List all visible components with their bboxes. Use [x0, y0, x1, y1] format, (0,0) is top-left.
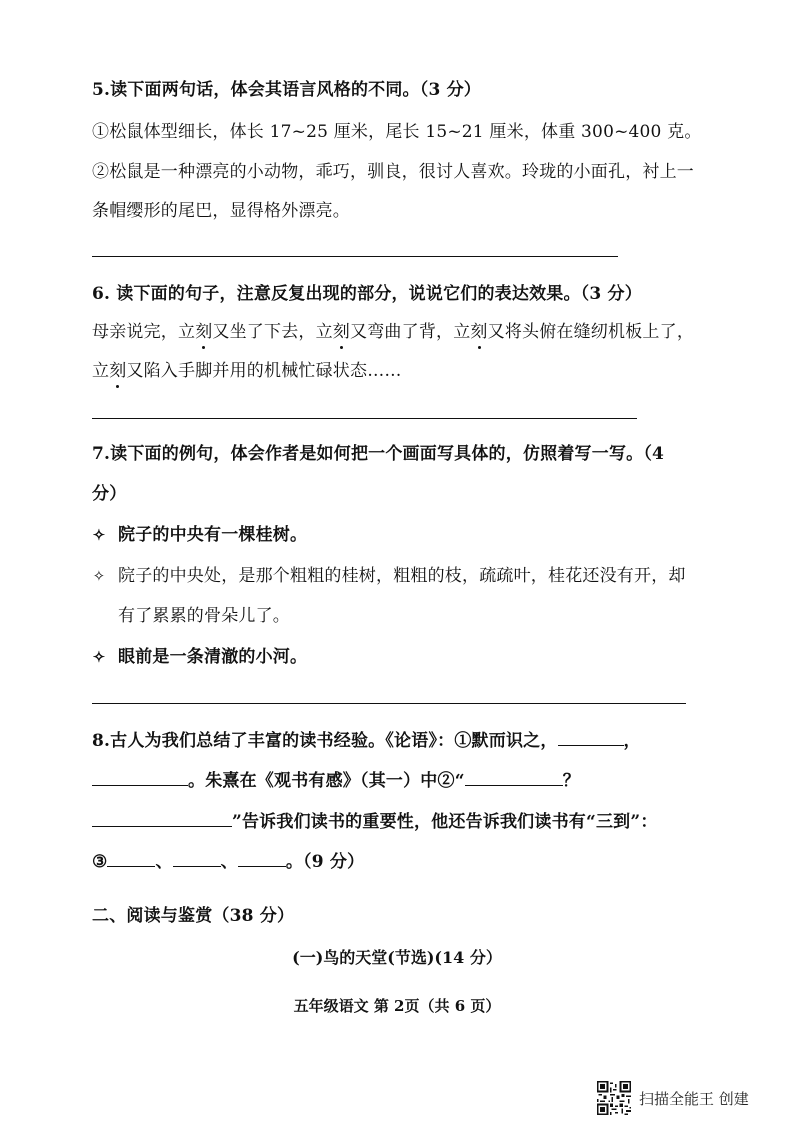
q7-example-2-text: 院子的中央处，是那个粗粗的桂树，粗粗的枝，疏疏叶，桂花还没有开，却 [118, 566, 686, 586]
q8-comma: ， [623, 731, 641, 751]
q6-answer-line[interactable] [92, 418, 637, 419]
q6-seg-1: 母亲说完， [92, 322, 178, 342]
q5-title: 5.读下面两句话，体会其语言风格的不同。（3 分） [92, 80, 481, 100]
q6-title: 6. 读下面的句子，注意反复出现的部分，说说它们的表达效果。（3 分） [92, 284, 642, 304]
q8-blank-2[interactable] [92, 769, 188, 786]
q6-emphasis-2: 立刻又 [315, 322, 368, 342]
q7-example-2-line-1 [92, 566, 686, 586]
q6-sentence-line-2 [92, 361, 402, 381]
q5-sentence-2-line-1: ②松鼠是一种漂亮的小动物，乖巧，驯良，很讨人喜欢。玲珑的小面孔，衬上一 [92, 162, 694, 182]
q8-blank-6[interactable] [173, 850, 221, 867]
q8-line-2 [92, 769, 580, 791]
q6-emphasis-4: 立刻又 [92, 361, 144, 381]
section-2-title: 二、阅读与鉴赏（38 分） [92, 906, 295, 926]
q8-sep-2: 、 [220, 852, 238, 872]
q8-blank-7[interactable] [238, 850, 286, 867]
q7-prompt [92, 647, 307, 667]
q8-blank-1[interactable] [558, 729, 624, 746]
q7-example-1-text: 院子的中央有一棵桂树。 [118, 525, 308, 545]
q7-title-line-2: 分） [92, 484, 127, 504]
q6-emphasis-3: 立刻又 [453, 322, 505, 342]
q7-answer-line[interactable] [92, 703, 686, 704]
q6-seg-3: 弯曲了背， [367, 322, 454, 342]
q8-line-1-text: 8.古人为我们总结了丰富的读书经验。《论语》：①默而识之， [92, 731, 558, 751]
diamond-bullet-icon: ✧ [92, 526, 106, 544]
q8-blank-3[interactable] [465, 769, 563, 786]
q6-sentence-line-1 [92, 322, 694, 342]
q5-answer-line[interactable] [92, 256, 618, 257]
section-2-subtitle: (一)鸟的天堂(节选)(14 分） [292, 948, 502, 967]
q8-sep-1: 、 [155, 852, 173, 872]
q5-sentence-2-line-2: 条帽缨形的尾巴，显得格外漂亮。 [92, 201, 350, 221]
scanner-watermark [597, 1080, 749, 1116]
q8-line-4-end: 。（9 分） [285, 852, 365, 872]
q7-example-2-line-2: 有了累累的骨朵儿了。 [118, 606, 290, 626]
q8-circle-3: ③ [92, 852, 108, 872]
q8-blank-5[interactable] [107, 850, 155, 867]
q5-sentence-1: ①松鼠体型细长，体长 17~25 厘米，尾长 15~21 厘米，体重 300~400 克。 [92, 122, 702, 142]
q7-prompt-text: 眼前是一条清澈的小河。 [118, 647, 308, 667]
diamond-bullet-icon: ✧ [92, 648, 106, 666]
q7-title-line-1: 7.读下面的例句，体会作者是如何把一个画面写具体的，仿照着写一写。（4 [92, 444, 665, 464]
q7-example-1 [92, 525, 307, 545]
q8-line-4 [92, 850, 364, 872]
q8-line-2-text: 。朱熹在《观书有感》（其一）中②“ [188, 771, 465, 791]
q8-question-mark: ？ [562, 771, 580, 791]
q6-emphasis-1: 立刻又 [178, 322, 230, 342]
q6-seg-2: 坐了下去， [229, 322, 316, 342]
q6-seg-5: 陷入手脚并用的机械忙碌状态…… [143, 361, 402, 381]
qr-code-icon [597, 1081, 631, 1115]
page-number: 五年级语文 第 2页（共 6 页） [293, 997, 501, 1015]
diamond-bullet-icon: ✧ [92, 567, 106, 585]
q8-line-1 [92, 729, 641, 751]
q8-line-3-text: ”告诉我们读书的重要性，他还告诉我们读书有“三到”： [232, 812, 658, 832]
q8-blank-4[interactable] [92, 810, 232, 827]
q8-line-3 [92, 810, 658, 832]
q6-seg-4: 将头俯在缝纫机板上了， [504, 322, 695, 342]
scanner-watermark-text: 扫描全能王 创建 [639, 1089, 749, 1108]
